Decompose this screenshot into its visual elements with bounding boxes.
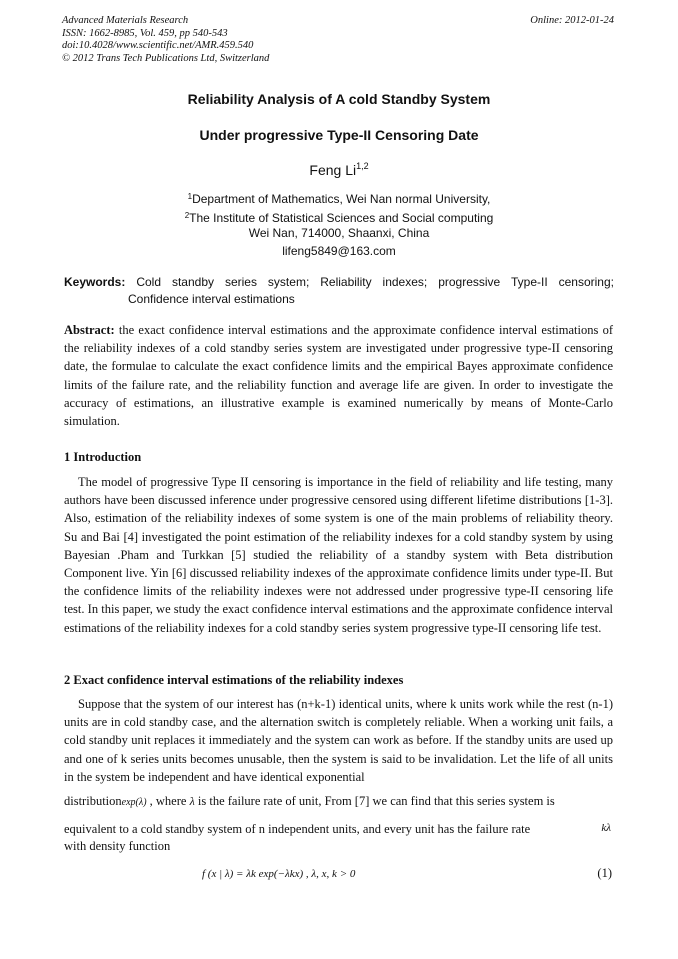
- abstract: [64, 321, 613, 430]
- abstract-label: Abstract:: [64, 323, 115, 337]
- journal-header: [62, 15, 269, 65]
- keywords-text-2: Confidence interval estimations: [128, 292, 295, 306]
- density-line: with density function: [64, 839, 171, 853]
- email[interactable]: lifeng5849@163.com: [282, 244, 396, 258]
- affiliation-2-text: The Institute of Statistical Sciences and Social computing: [189, 211, 494, 225]
- equivalent-line: [64, 822, 613, 837]
- keywords-text-1: Cold standby series system; Reliability indexes; progressive Type-II censoring;: [136, 275, 614, 289]
- doi-line[interactable]: doi:10.4028/www.scientific.net/AMR.459.540: [62, 40, 254, 51]
- equivalent-text: equivalent to a cold standby system of n independent units, and every unit has the failure rate: [64, 822, 531, 836]
- section-1-heading: 1 Introduction: [64, 450, 142, 464]
- distribution-text-b: , where: [149, 794, 187, 808]
- distribution-text-a: distribution: [64, 794, 122, 808]
- distribution-line: [64, 794, 613, 809]
- section-2-heading: 2 Exact confidence interval estimations of the reliability indexes: [64, 673, 404, 687]
- author-affiliation-marks: 1,2: [356, 161, 369, 171]
- affiliation-1-mark: 1: [187, 192, 193, 201]
- journal-name: Advanced Materials Research: [62, 15, 189, 26]
- failure-rate-math: kλ: [601, 822, 611, 834]
- equation-1: f (x | λ) = λk exp(−λkx) , λ, x, k > 0: [202, 868, 356, 880]
- affiliation-2-mark: 2: [184, 211, 190, 220]
- affiliation-1-text: Department of Mathematics, Wei Nan normal University,: [192, 192, 491, 206]
- equation-1-number: (1): [597, 866, 612, 880]
- abstract-text: the exact confidence interval estimations and the approximate confidence interval estimations of the reliability indexes of a cold standby series system are investigated under progressive type-II censoring date, the formulae to calculate the exact confidence limits and the empirical Bayes approximate confidence limits of the failure rate, and the reliability function and average life are given. In order to investigate the accuracy of estimations, an illustrative example is examined numerically by means of Monte-Carlo simulation.: [64, 323, 613, 429]
- address: Wei Nan, 714000, Shaanxi, China: [248, 226, 430, 240]
- lambda-symbol: λ: [189, 794, 195, 808]
- author-name: Feng Li: [309, 162, 357, 178]
- paper-title-line-1: Reliability Analysis of A cold Standby System: [187, 91, 491, 107]
- distribution-text-c: is the failure rate of unit, From [7] we can find that this series system is: [197, 794, 555, 808]
- section-2-text: Suppose that the system of our interest has (n+k-1) identical units, where k units work while the rest (n-1) units are in cold standby case, and the alternation switch is completely reliable. When a working unit fails, a cold standby unit replaces it immediately and the system can work as before. If the standby units are used up and one of k series units becomes unusable, then the system is said to be invalidation. Let the life of all units in the system be independent and have identical exponential: [64, 697, 613, 784]
- author: [0, 161, 678, 178]
- keywords-label: Keywords:: [64, 275, 126, 289]
- copyright-line: © 2012 Trans Tech Publications Ltd, Switzerland: [62, 52, 270, 64]
- online-date: Online: 2012-01-24: [530, 15, 614, 26]
- section-1-text: The model of progressive Type II censoring is importance in the field of reliability and life testing, many authors have been discussed inference under progressive censored using different lifetime distributions [1-3]. Also, estimation of the reliability indexes of some system is one of the main problems of reliability theory. Su and Bai [4] investigated the point estimation of the reliability indexes for a cold standby system by using Bayesian .Pham and Turkkan [5] studied the reliability of a standby system with Beta distribution Component live. Yin [6] discussed reliability indexes of the approximate confidence limits under type-II. But the confidence limits of the reliability indexes were not addressed under progressive type-II censoring life test. In this paper, we study the exact confidence interval estimations and the approximate confidence interval estimations of the reliability indexes for a cold standby series system progressive type-II censoring life test.: [64, 475, 613, 635]
- issn-line: ISSN: 1662-8985, Vol. 459, pp 540-543: [62, 27, 228, 39]
- keywords-line-1: [64, 274, 614, 291]
- keywords: [64, 274, 614, 308]
- distribution-math: exp(λ): [121, 797, 147, 808]
- paper-title-line-2: Under progressive Type-II Censoring Date: [199, 127, 479, 143]
